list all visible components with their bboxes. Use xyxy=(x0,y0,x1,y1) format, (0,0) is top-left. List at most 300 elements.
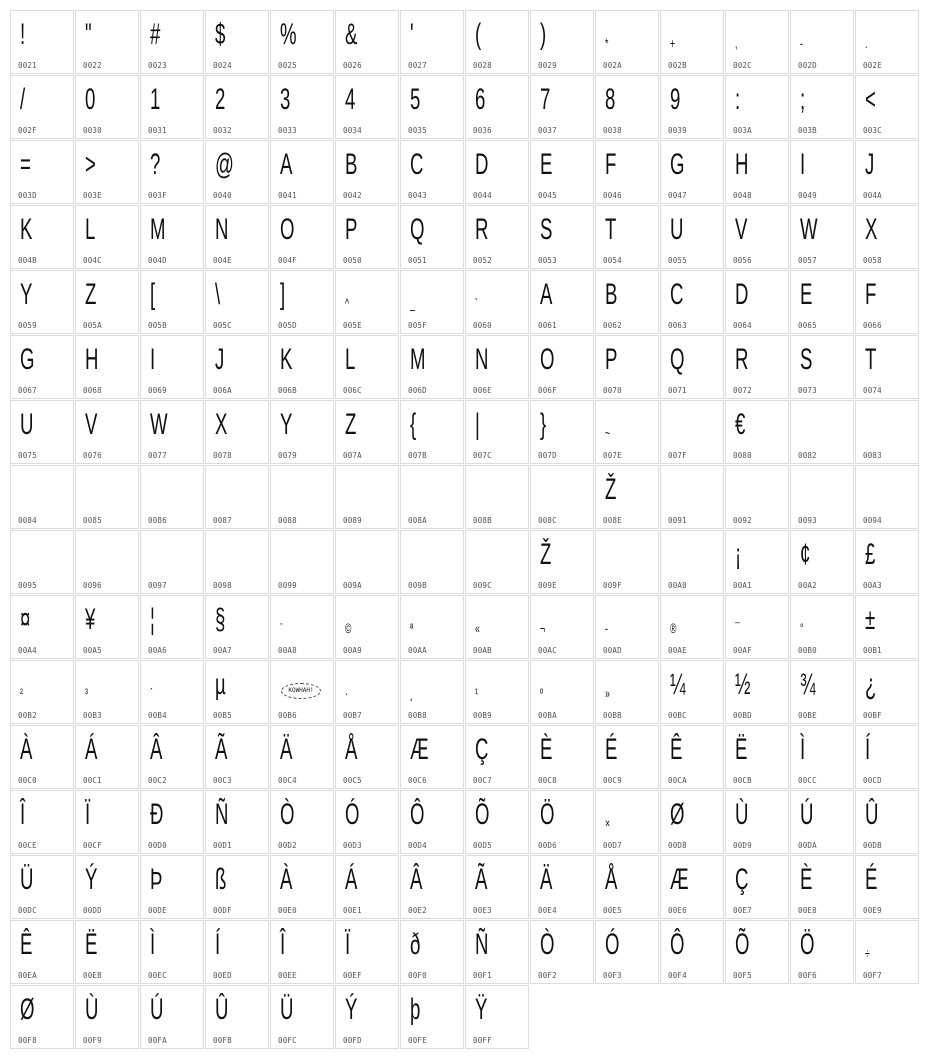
glyph-cell xyxy=(75,725,139,789)
glyph-cell xyxy=(465,75,529,139)
glyph-cell xyxy=(790,205,854,269)
glyph-code: 0083 xyxy=(863,451,882,460)
glyph-code: 0096 xyxy=(83,581,102,590)
glyph-code: 009C xyxy=(473,581,492,590)
glyph: W xyxy=(150,408,168,441)
glyph-cell xyxy=(400,595,464,659)
glyph-code: 00DF xyxy=(213,906,232,915)
glyph: , xyxy=(735,35,738,51)
glyph: > xyxy=(85,148,96,181)
glyph: N xyxy=(475,343,489,376)
glyph-cell xyxy=(335,660,399,724)
glyph-cell xyxy=(335,725,399,789)
glyph-code: 0075 xyxy=(18,451,37,460)
glyph: / xyxy=(20,83,26,116)
glyph-cell xyxy=(465,400,529,464)
glyph-code: 00C9 xyxy=(603,776,622,785)
glyph-code: 00C8 xyxy=(538,776,557,785)
glyph: [ xyxy=(150,278,156,311)
glyph: # xyxy=(150,18,161,51)
glyph-code: 006F xyxy=(538,386,557,395)
glyph-code: 0095 xyxy=(18,581,37,590)
glyph-code: 00CA xyxy=(668,776,687,785)
glyph: ¸ xyxy=(410,685,413,701)
glyph-cell xyxy=(595,400,659,464)
glyph-code: 0027 xyxy=(408,61,427,70)
glyph-code: 002C xyxy=(733,61,752,70)
glyph: A xyxy=(280,148,293,181)
glyph-cell xyxy=(270,660,334,724)
glyph-cell xyxy=(205,10,269,74)
glyph-code: 0065 xyxy=(798,321,817,330)
glyph-cell xyxy=(790,530,854,594)
glyph: I xyxy=(150,343,156,376)
glyph-cell xyxy=(205,790,269,854)
glyph-cell xyxy=(335,335,399,399)
glyph: B xyxy=(345,148,358,181)
glyph-cell xyxy=(10,530,74,594)
glyph-cell xyxy=(270,790,334,854)
glyph-code: 00B7 xyxy=(343,711,362,720)
glyph-code: 00B1 xyxy=(863,646,882,655)
glyph-code: 00EC xyxy=(148,971,167,980)
glyph-cell xyxy=(270,75,334,139)
glyph: Í xyxy=(215,928,221,961)
glyph: Ö xyxy=(540,798,555,831)
glyph: É xyxy=(865,863,878,896)
glyph-code: 00CD xyxy=(863,776,882,785)
glyph: J xyxy=(215,343,225,376)
glyph: Õ xyxy=(735,928,750,961)
glyph-cell xyxy=(270,400,334,464)
glyph-cell xyxy=(10,920,74,984)
glyph-code: 00B4 xyxy=(148,711,167,720)
glyph-cell xyxy=(335,10,399,74)
glyph-cell xyxy=(855,595,919,659)
glyph-code: 00FC xyxy=(278,1036,297,1045)
glyph-cell xyxy=(465,205,529,269)
glyph-code: 007D xyxy=(538,451,557,460)
glyph-code: 00A6 xyxy=(148,646,167,655)
glyph-cell xyxy=(855,400,919,464)
glyph-cell xyxy=(725,660,789,724)
glyph-cell xyxy=(140,920,204,984)
glyph-code: 0074 xyxy=(863,386,882,395)
glyph-cell xyxy=(140,660,204,724)
glyph-code: 0073 xyxy=(798,386,817,395)
glyph: µ xyxy=(215,668,226,701)
glyph-code: 00FE xyxy=(408,1036,427,1045)
glyph-code: 0035 xyxy=(408,126,427,135)
glyph: ´ xyxy=(150,685,153,701)
glyph: Æ xyxy=(410,733,429,766)
glyph-cell xyxy=(660,595,724,659)
glyph-cell xyxy=(205,660,269,724)
glyph: Ä xyxy=(280,733,293,766)
glyph: Õ xyxy=(475,798,490,831)
glyph-cell xyxy=(660,75,724,139)
glyph-code: 00AE xyxy=(668,646,687,655)
glyph-cell xyxy=(270,270,334,334)
glyph-cell xyxy=(400,660,464,724)
glyph-code: 0038 xyxy=(603,126,622,135)
glyph-cell xyxy=(400,75,464,139)
glyph: ± xyxy=(865,603,876,636)
glyph-code: 00A1 xyxy=(733,581,752,590)
glyph-code: 00AD xyxy=(603,646,622,655)
glyph-code: 0054 xyxy=(603,256,622,265)
glyph: Y xyxy=(20,278,33,311)
glyph-cell xyxy=(75,75,139,139)
glyph: K xyxy=(20,213,33,246)
glyph: < xyxy=(865,83,876,116)
glyph-cell xyxy=(855,465,919,529)
glyph-cell xyxy=(725,790,789,854)
glyph-cell xyxy=(595,920,659,984)
glyph-cell xyxy=(140,725,204,789)
glyph: Æ xyxy=(670,863,689,896)
glyph: \ xyxy=(215,278,221,311)
glyph-cell xyxy=(140,75,204,139)
glyph: ª xyxy=(410,620,414,636)
glyph-cell xyxy=(465,465,529,529)
glyph-code: 00B3 xyxy=(83,711,102,720)
glyph: Ç xyxy=(475,733,489,766)
glyph-cell xyxy=(10,75,74,139)
glyph-code: 00FA xyxy=(148,1036,167,1045)
glyph-code: 00D6 xyxy=(538,841,557,850)
glyph: 2 xyxy=(215,83,226,116)
glyph-cell xyxy=(855,530,919,594)
glyph-code: 0097 xyxy=(148,581,167,590)
glyph: ¢ xyxy=(800,538,811,571)
glyph: ) xyxy=(540,18,547,51)
glyph: Ç xyxy=(735,863,749,896)
glyph-code: 004B xyxy=(18,256,37,265)
glyph: Q xyxy=(670,343,685,376)
glyph-code: 0047 xyxy=(668,191,687,200)
glyph-code: 0044 xyxy=(473,191,492,200)
glyph: ° xyxy=(800,620,804,636)
glyph-code: 007E xyxy=(603,451,622,460)
glyph: ` xyxy=(475,295,478,311)
glyph-cell xyxy=(465,790,529,854)
glyph-code: 005C xyxy=(213,321,232,330)
glyph-code: 003F xyxy=(148,191,167,200)
glyph-code: 00CE xyxy=(18,841,37,850)
glyph-code: 0093 xyxy=(798,516,817,525)
glyph-cell xyxy=(790,855,854,919)
glyph-cell xyxy=(270,595,334,659)
glyph-cell xyxy=(270,985,334,1049)
glyph-cell xyxy=(465,985,529,1049)
glyph-cell xyxy=(660,530,724,594)
glyph-code: 0056 xyxy=(733,256,752,265)
glyph: } xyxy=(540,408,547,441)
glyph: Ä xyxy=(540,863,553,896)
glyph-code: 0043 xyxy=(408,191,427,200)
glyph-cell xyxy=(335,75,399,139)
glyph: Ø xyxy=(670,798,685,831)
glyph-code: 009F xyxy=(603,581,622,590)
glyph: B xyxy=(605,278,618,311)
glyph: É xyxy=(605,733,618,766)
glyph: Ë xyxy=(735,733,748,766)
glyph-cell xyxy=(530,270,594,334)
glyph-code: 00D4 xyxy=(408,841,427,850)
glyph-code: 00BF xyxy=(863,711,882,720)
glyph-cell xyxy=(400,725,464,789)
glyph-code: 005B xyxy=(148,321,167,330)
glyph-code: 00F8 xyxy=(18,1036,37,1045)
glyph-cell xyxy=(270,335,334,399)
glyph-code: 00A4 xyxy=(18,646,37,655)
glyph-code: 0064 xyxy=(733,321,752,330)
glyph-code: 00B2 xyxy=(18,711,37,720)
glyph: U xyxy=(670,213,684,246)
glyph: ¿ xyxy=(865,668,877,701)
glyph: Û xyxy=(215,993,229,1026)
glyph-cell xyxy=(75,595,139,659)
glyph: º xyxy=(540,685,544,701)
glyph-code: 00D8 xyxy=(668,841,687,850)
glyph-code: 00A7 xyxy=(213,646,232,655)
glyph-code: 0037 xyxy=(538,126,557,135)
glyph: « xyxy=(475,620,480,636)
glyph: Ý xyxy=(345,993,358,1026)
glyph-code: 0042 xyxy=(343,191,362,200)
glyph-cell xyxy=(855,270,919,334)
glyph-code: 0067 xyxy=(18,386,37,395)
glyph-code: 00A0 xyxy=(668,581,687,590)
glyph-cell xyxy=(790,140,854,204)
glyph-code: 00D0 xyxy=(148,841,167,850)
glyph-cell xyxy=(530,10,594,74)
glyph-code: 0085 xyxy=(83,516,102,525)
glyph-cell xyxy=(10,400,74,464)
glyph-code: 0061 xyxy=(538,321,557,330)
glyph: ÷ xyxy=(865,945,870,961)
glyph: P xyxy=(605,343,618,376)
glyph-code: 00BB xyxy=(603,711,622,720)
glyph-code: 00DE xyxy=(148,906,167,915)
glyph-code: 00F7 xyxy=(863,971,882,980)
glyph: 0 xyxy=(85,83,96,116)
glyph-cell xyxy=(270,140,334,204)
glyph-code: 0041 xyxy=(278,191,297,200)
glyph: E xyxy=(540,148,553,181)
glyph-code: 00C5 xyxy=(343,776,362,785)
glyph-cell xyxy=(855,140,919,204)
glyph-cell xyxy=(660,920,724,984)
glyph-code: 00B9 xyxy=(473,711,492,720)
glyph-cell xyxy=(660,855,724,919)
glyph: ^ xyxy=(345,295,350,311)
glyph-cell xyxy=(335,595,399,659)
glyph-cell xyxy=(595,465,659,529)
glyph-cell xyxy=(400,855,464,919)
glyph-code: 00B5 xyxy=(213,711,232,720)
glyph-cell xyxy=(725,335,789,399)
glyph: Ž xyxy=(540,538,552,571)
glyph-cell xyxy=(205,335,269,399)
glyph: ¼ xyxy=(670,668,686,701)
glyph-cell xyxy=(530,595,594,659)
glyph-cell xyxy=(75,140,139,204)
glyph: Ñ xyxy=(215,798,229,831)
glyph-code: 004D xyxy=(148,256,167,265)
glyph: Ÿ xyxy=(475,993,488,1026)
glyph-code: 0058 xyxy=(863,256,882,265)
glyph-cell xyxy=(725,140,789,204)
glyph-code: 00E8 xyxy=(798,906,817,915)
glyph: € xyxy=(735,408,746,441)
glyph-code: 00E5 xyxy=(603,906,622,915)
glyph: C xyxy=(410,148,424,181)
glyph-cell xyxy=(270,465,334,529)
glyph: Q xyxy=(410,213,425,246)
glyph-code: 00BA xyxy=(538,711,557,720)
glyph-code: 002A xyxy=(603,61,622,70)
glyph: À xyxy=(20,733,33,766)
glyph-cell xyxy=(335,400,399,464)
glyph-cell xyxy=(595,530,659,594)
glyph: K xyxy=(280,343,293,376)
glyph-cell xyxy=(400,985,464,1049)
glyph-code: 00A5 xyxy=(83,646,102,655)
glyph: . xyxy=(865,35,868,51)
glyph: Ê xyxy=(670,733,683,766)
glyph: Ô xyxy=(410,798,425,831)
glyph-code: 00D2 xyxy=(278,841,297,850)
glyph-cell xyxy=(595,75,659,139)
glyph: % xyxy=(280,18,297,51)
glyph-cell xyxy=(140,595,204,659)
glyph: @ xyxy=(215,148,234,181)
glyph: = xyxy=(20,148,31,181)
glyph-cell xyxy=(790,335,854,399)
glyph-code: 00E2 xyxy=(408,906,427,915)
glyph-code: 00B8 xyxy=(408,711,427,720)
glyph-cell xyxy=(205,920,269,984)
glyph-code: 0060 xyxy=(473,321,492,330)
glyph-code: 00AB xyxy=(473,646,492,655)
glyph: ® xyxy=(670,620,677,636)
glyph-code: 006E xyxy=(473,386,492,395)
glyph: Ý xyxy=(85,863,98,896)
glyph-cell xyxy=(140,530,204,594)
glyph-code: 004F xyxy=(278,256,297,265)
glyph-code: 004E xyxy=(213,256,232,265)
glyph-code: 003C xyxy=(863,126,882,135)
glyph-cell xyxy=(10,660,74,724)
glyph-code: 00EF xyxy=(343,971,362,980)
glyph: Ú xyxy=(800,798,814,831)
glyph-cell xyxy=(595,725,659,789)
glyph-code: 00D5 xyxy=(473,841,492,850)
glyph-cell xyxy=(530,855,594,919)
glyph-code: 003E xyxy=(83,191,102,200)
glyph-cell xyxy=(10,335,74,399)
glyph-cell xyxy=(140,10,204,74)
glyph-cell xyxy=(75,10,139,74)
glyph-cell xyxy=(140,270,204,334)
glyph: Z xyxy=(345,408,357,441)
glyph-cell xyxy=(335,855,399,919)
glyph: F xyxy=(605,148,617,181)
glyph-code: 0028 xyxy=(473,61,492,70)
glyph-cell xyxy=(660,270,724,334)
glyph-code: 0030 xyxy=(83,126,102,135)
glyph-code: 006D xyxy=(408,386,427,395)
glyph-code: 003A xyxy=(733,126,752,135)
glyph-cell xyxy=(660,790,724,854)
glyph: N xyxy=(215,213,229,246)
glyph: M xyxy=(410,343,426,376)
glyph-code: 00A2 xyxy=(798,581,817,590)
glyph: _ xyxy=(410,295,415,311)
glyph: 4 xyxy=(345,83,356,116)
glyph: F xyxy=(865,278,877,311)
glyph: Ñ xyxy=(475,928,489,961)
glyph: 7 xyxy=(540,83,551,116)
glyph: 9 xyxy=(670,83,681,116)
glyph-code: 007B xyxy=(408,451,427,460)
glyph-code: 005D xyxy=(278,321,297,330)
glyph: : xyxy=(735,83,741,116)
glyph-cell xyxy=(660,660,724,724)
glyph: » xyxy=(605,685,610,701)
glyph-cell xyxy=(75,790,139,854)
glyph: Ð xyxy=(150,798,164,831)
glyph: Ì xyxy=(150,928,156,961)
glyph: ³ xyxy=(85,685,88,701)
glyph-code: 003B xyxy=(798,126,817,135)
glyph: T xyxy=(865,343,877,376)
glyph: Ž xyxy=(605,473,617,506)
glyph-code: 00BC xyxy=(668,711,687,720)
glyph: W xyxy=(800,213,818,246)
glyph-code: 0066 xyxy=(863,321,882,330)
glyph-code: 00D7 xyxy=(603,841,622,850)
glyph-cell xyxy=(465,855,529,919)
glyph-code: 002B xyxy=(668,61,687,70)
glyph-cell xyxy=(400,10,464,74)
glyph: Á xyxy=(85,733,98,766)
glyph-code: 00E3 xyxy=(473,906,492,915)
glyph: Þ xyxy=(150,863,163,896)
character-map-grid xyxy=(10,10,920,1050)
glyph-cell xyxy=(270,920,334,984)
glyph-cell xyxy=(400,790,464,854)
glyph-cell xyxy=(205,985,269,1049)
glyph-cell xyxy=(790,725,854,789)
glyph: Ô xyxy=(670,928,685,961)
glyph-code: 00D3 xyxy=(343,841,362,850)
glyph: ~ xyxy=(605,425,611,441)
glyph-cell xyxy=(790,920,854,984)
glyph-cell xyxy=(725,920,789,984)
glyph-cell xyxy=(530,140,594,204)
glyph-cell xyxy=(10,855,74,919)
glyph-code: 005A xyxy=(83,321,102,330)
glyph-cell xyxy=(400,400,464,464)
glyph-code: 0052 xyxy=(473,256,492,265)
glyph-cell xyxy=(400,140,464,204)
glyph: Á xyxy=(345,863,358,896)
glyph-cell xyxy=(205,270,269,334)
glyph: À xyxy=(280,863,293,896)
